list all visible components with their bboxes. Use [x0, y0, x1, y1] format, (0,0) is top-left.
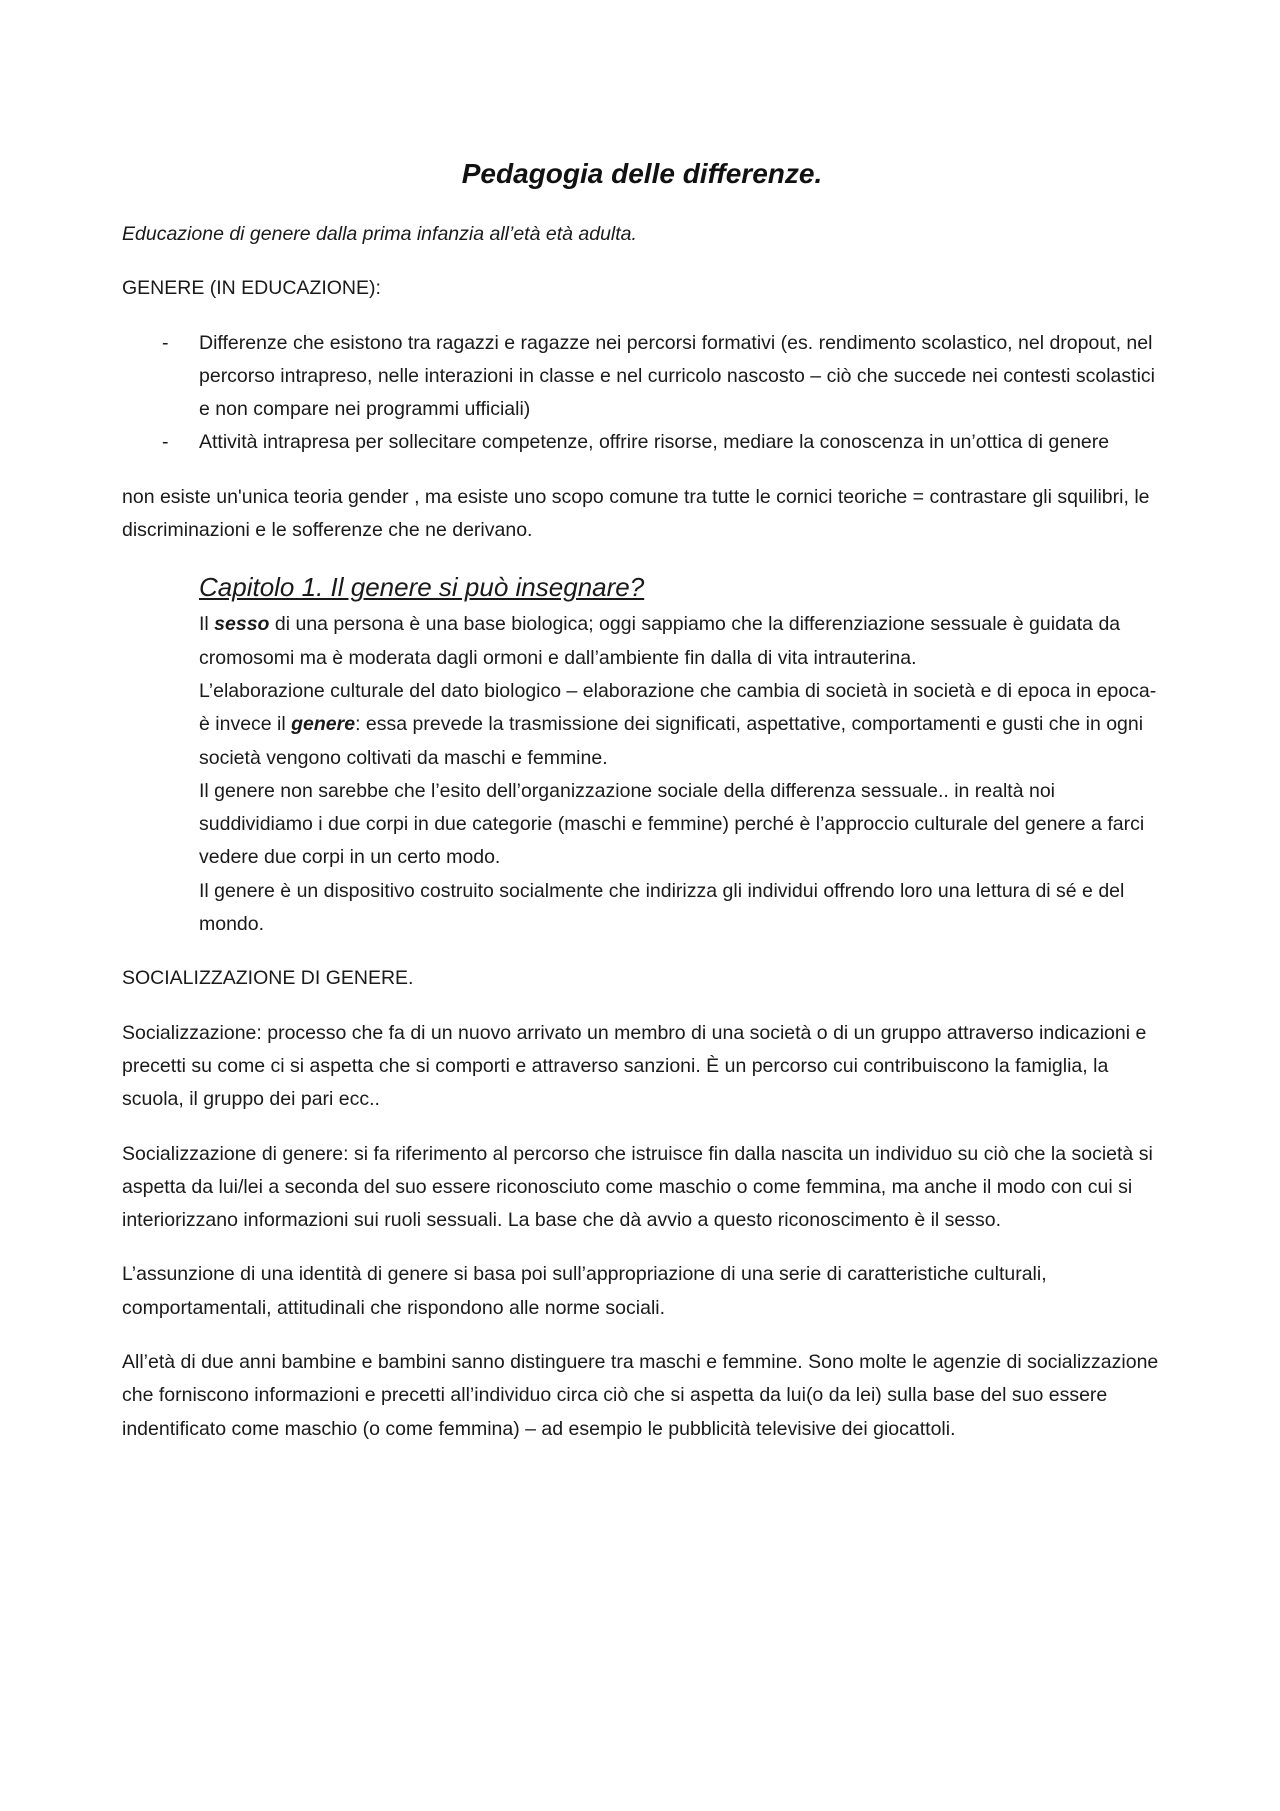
- text-run: di una persona è una base biologica; oggi sappiamo che la differenziazione sessuale è guidata da cromosomi ma è moderata dagli ormoni e dall’ambiente fin dalla di vita intrauterina.: [199, 613, 1121, 669]
- keyword-sesso: sesso: [214, 613, 270, 636]
- bullet-text: Attività intrapresa per sollecitare competenze, offrire risorse, mediare la conoscenza in un’ottica di genere: [199, 431, 1110, 454]
- list-item: [122, 426, 1162, 459]
- paragraph-eta-due-anni: All’età di due anni bambine e bambini sanno distinguere tra maschi e femmine. Sono molte le agenzie di socializzazione che forniscono informazioni e precetti all’individuo circa ciò che si aspetta da lui(o da lei) sulla base del suo essere indentificato come maschio (o come femmina) – ad esempio le pubblicità televisive dei giocattoli.: [122, 1351, 1159, 1440]
- document-subtitle: Educazione di genere dalla prima infanzia all’età età adulta.: [122, 223, 637, 245]
- chapter-section: [199, 568, 1162, 941]
- chapter-paragraph-sesso: [199, 608, 1162, 675]
- bullet-dash: -: [162, 431, 169, 454]
- socializzazione-section-label: SOCIALIZZAZIONE DI GENERE.: [122, 967, 414, 990]
- document-title: Pedagogia delle differenze.: [461, 158, 823, 189]
- chapter-heading: Capitolo 1. Il genere si può insegnare?: [199, 572, 645, 603]
- paragraph-identita-genere: L’assunzione di una identità di genere si basa poi sull’appropriazione di una serie di caratteristiche culturali, comportamentali, attitudinali che rispondono alle norme sociali.: [122, 1263, 1047, 1319]
- text-run: L’elaborazione culturale del dato biologico – elaborazione che cambia di società in società e di epoca in epoca- è invece il: [199, 679, 1157, 736]
- intro-paragraph: non esiste un'unica teoria gender , ma esiste uno scopo comune tra tutte le cornici teoriche = contrastare gli squilibri, le discriminazioni e le sofferenze che ne derivano.: [122, 485, 1150, 542]
- keyword-genere: genere: [291, 713, 356, 736]
- text-run: Il: [199, 613, 215, 636]
- document-body: [122, 152, 1162, 1467]
- chapter-paragraph-genere: [199, 675, 1162, 775]
- text-run: : essa prevede la trasmissione dei significati, aspettative, comportamenti e gusti che in ogni società vengono coltivati da maschi e femmine.: [199, 713, 1144, 769]
- chapter-paragraph-dispositivo: Il genere è un dispositivo costruito socialmente che indirizza gli individui offrendo loro una lettura di sé e del mondo.: [199, 879, 1125, 936]
- paragraph-socializzazione: Socializzazione: processo che fa di un nuovo arrivato un membro di una società o di un gruppo attraverso indicazioni e precetti su come ci si aspetta che si comporti e attraverso sanzioni. È un percorso cui contribuiscono la famiglia, la scuola, il gruppo dei pari ecc..: [122, 1021, 1147, 1111]
- bullet-dash: -: [162, 331, 169, 354]
- chapter-paragraph-organizzazione: Il genere non sarebbe che l’esito dell’organizzazione sociale della differenza sessuale.. in realtà noi suddividiamo i due corpi in due categorie (maschi e femmine) perché è l’approccio culturale del genere a farci vedere due corpi in un certo modo.: [199, 779, 1145, 869]
- paragraph-socializzazione-genere: Socializzazione di genere: si fa riferimento al percorso che istruisce fin dalla nascita un individuo su ciò che la società si aspetta da lui/lei a seconda del suo essere riconosciuto come maschio o come femmina, ma anche il modo con cui si interiorizzano informazioni sui ruoli sessuali. La base che dà avvio a questo riconoscimento è il sesso.: [122, 1142, 1153, 1232]
- list-item: [122, 327, 1162, 427]
- bullet-text: Differenze che esistono tra ragazzi e ragazze nei percorsi formativi (es. rendimento scolastico, nel dropout, nel percorso intrapreso, nelle interazioni in classe e nel curricolo nascosto – ciò che succede nei contesti scolastici e non compare nei programmi ufficiali): [199, 331, 1155, 421]
- genere-bullet-list: [122, 327, 1162, 460]
- genere-section-label: GENERE (IN EDUCAZIONE):: [122, 277, 381, 300]
